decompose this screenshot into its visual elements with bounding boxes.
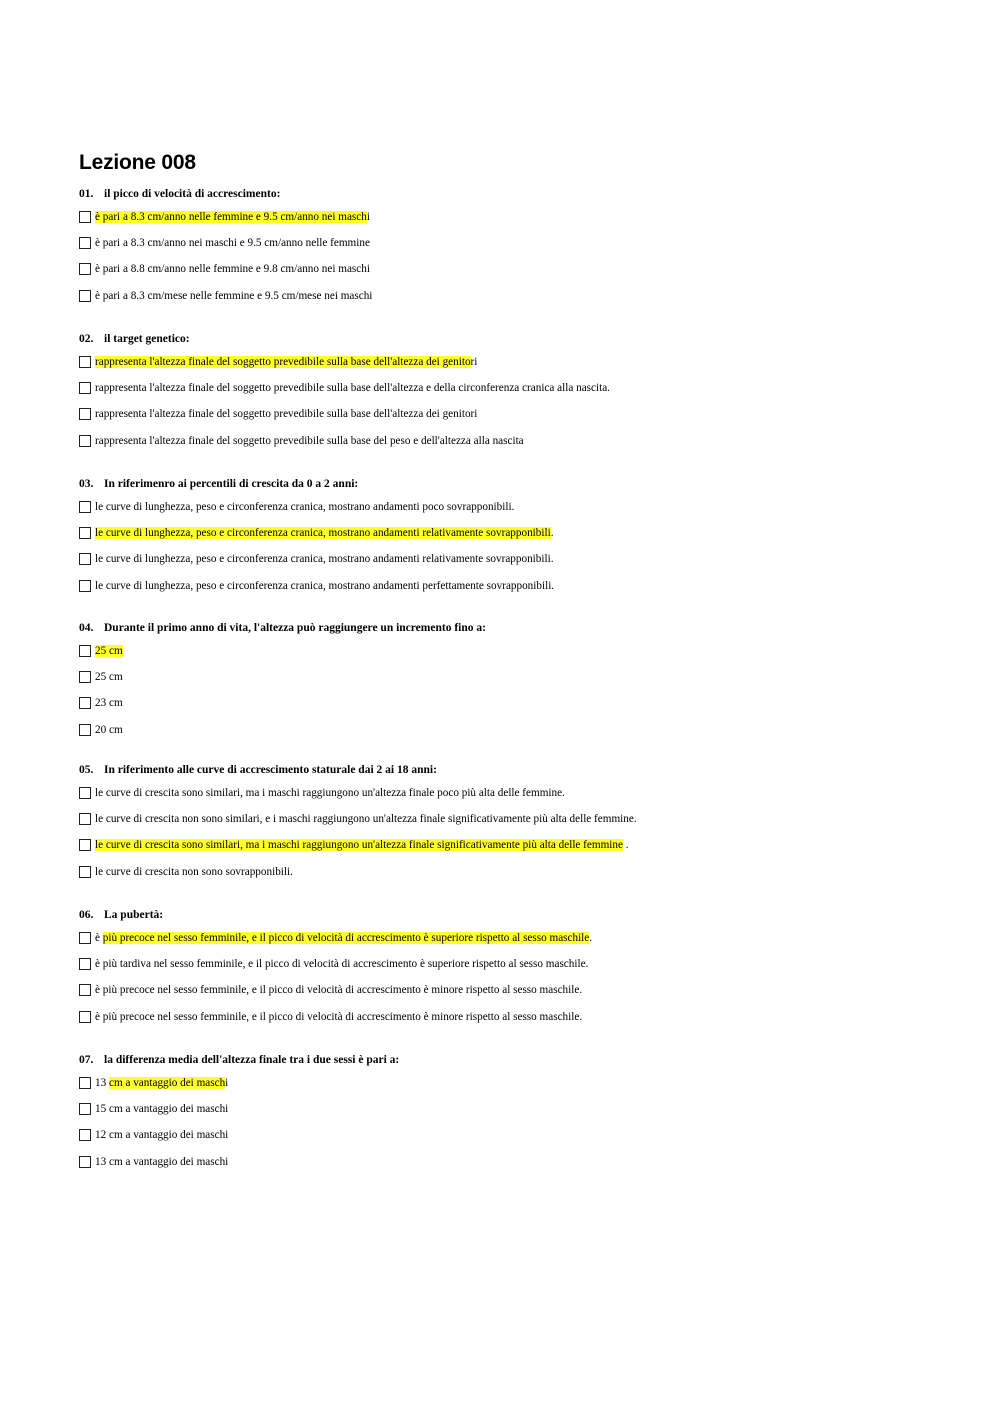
answer-text: . [550, 527, 554, 539]
answer-option [79, 1127, 228, 1143]
answer-checkbox[interactable] [79, 724, 91, 736]
answer-label [95, 671, 123, 683]
answer-label [95, 724, 123, 736]
answer-text: è [95, 932, 103, 944]
question-text: In riferimento alle curve di accrescimento staturale dai 2 ai 18 anni: [104, 764, 437, 776]
answer-label [95, 1129, 228, 1141]
answer-text: . [622, 839, 629, 851]
question-4 [79, 622, 486, 634]
highlighted-text: le curve di lunghezza, peso e circonferenza cranica, mostrano andamenti relativamente sovrapponibili [95, 527, 551, 539]
answer-text: 20 cm [95, 724, 123, 736]
answer-label [95, 501, 514, 513]
answer-text: i [366, 211, 370, 223]
answer-label [95, 290, 372, 302]
answer-checkbox[interactable] [79, 356, 91, 368]
question-5 [79, 764, 437, 776]
answer-checkbox[interactable] [79, 958, 91, 970]
answer-text: 13 cm a vantaggio dei maschi [95, 1156, 229, 1168]
answer-option [79, 235, 370, 251]
question-text: Durante il primo anno di vita, l'altezza può raggiungere un incremento fino a: [104, 622, 486, 634]
answer-option [79, 643, 123, 659]
highlighted-text: rappresenta l'altezza finale del soggetto prevedibile sulla base dell'altezza dei genito [95, 356, 471, 368]
answer-label [95, 553, 554, 565]
answer-checkbox[interactable] [79, 382, 91, 394]
answer-option [79, 380, 610, 396]
answer-checkbox[interactable] [79, 984, 91, 996]
question-6 [79, 909, 163, 921]
answer-option [79, 722, 123, 738]
answer-text: è pari a 8.3 cm/anno nei maschi e 9.5 cm/anno nelle femmine [95, 237, 370, 249]
answer-label [95, 839, 629, 851]
highlighted-text: le curve di crescita sono similari, ma i maschi raggiungono un'altezza finale significativamente più alta delle femmine [95, 839, 623, 851]
answer-checkbox[interactable] [79, 1156, 91, 1168]
answer-checkbox[interactable] [79, 813, 91, 825]
answer-checkbox[interactable] [79, 408, 91, 420]
answer-checkbox[interactable] [79, 263, 91, 275]
answer-text: 25 cm [95, 671, 123, 683]
answer-text: 15 cm a vantaggio dei maschi [95, 1103, 229, 1115]
answer-label [95, 1156, 228, 1168]
answer-checkbox[interactable] [79, 553, 91, 565]
answer-text: le curve di lunghezza, peso e circonferenza cranica, mostrano andamenti poco sovrapponibili. [95, 501, 515, 513]
answer-text: le curve di lunghezza, peso e circonferenza cranica, mostrano andamenti relativamente sovrapponibili. [95, 553, 554, 565]
question-number: 02. [79, 333, 94, 345]
answer-option [79, 811, 637, 827]
highlighted-text: cm a vantaggio dei masch [108, 1077, 226, 1089]
answer-label [95, 1103, 228, 1115]
answer-option [79, 354, 477, 370]
question-number: 04. [79, 622, 94, 634]
answer-text: è più tardiva nel sesso femminile, e il picco di velocità di accrescimento è superiore rispetto al sesso maschile. [95, 958, 589, 970]
answer-checkbox[interactable] [79, 1011, 91, 1023]
answer-text: rappresenta l'altezza finale del soggetto prevedibile sulla base dell'altezza dei genitori [95, 408, 478, 420]
answer-option [79, 1101, 228, 1117]
answer-label [95, 408, 477, 420]
answer-option [79, 261, 370, 277]
question-text: la differenza media dell'altezza finale tra i due sessi è pari a: [104, 1054, 400, 1066]
question-3 [79, 478, 358, 490]
answer-option [79, 209, 370, 225]
answer-label [95, 1011, 582, 1023]
answer-checkbox[interactable] [79, 645, 91, 657]
answer-option [79, 1075, 228, 1091]
answer-option [79, 956, 588, 972]
answer-checkbox[interactable] [79, 290, 91, 302]
answer-label [95, 813, 637, 825]
answer-checkbox[interactable] [79, 580, 91, 592]
answer-checkbox[interactable] [79, 671, 91, 683]
answer-text: le curve di crescita non sono sovrapponibili. [95, 866, 293, 878]
answer-text: 12 cm a vantaggio dei maschi [95, 1129, 229, 1141]
answer-option [79, 785, 565, 801]
question-number: 01. [79, 188, 94, 200]
answer-label [95, 356, 477, 368]
answer-text: 13 [95, 1077, 109, 1089]
answer-option [79, 669, 123, 685]
answer-option [79, 1154, 228, 1170]
answer-label [95, 435, 524, 447]
answer-option [79, 499, 514, 515]
answer-checkbox[interactable] [79, 1103, 91, 1115]
answer-text: rappresenta l'altezza finale del soggetto prevedibile sulla base dell'altezza e della circonferenza cranica alla nascita. [95, 382, 610, 394]
answer-label [95, 697, 123, 709]
answer-checkbox[interactable] [79, 237, 91, 249]
answer-label [95, 382, 610, 394]
answer-label [95, 984, 582, 996]
answer-label [95, 527, 554, 539]
answer-option [79, 288, 372, 304]
answer-option [79, 551, 554, 567]
answer-option [79, 525, 554, 541]
answer-option [79, 864, 293, 880]
answer-checkbox[interactable] [79, 866, 91, 878]
answer-text: è pari a 8.8 cm/anno nelle femmine e 9.8 cm/anno nei maschi [95, 263, 370, 275]
answer-checkbox[interactable] [79, 435, 91, 447]
question-number: 07. [79, 1054, 94, 1066]
answer-label [95, 263, 370, 275]
answer-option [79, 930, 592, 946]
highlighted-text: più precoce nel sesso femminile, e il picco di velocità di accrescimento è superiore rispetto al sesso maschile [102, 932, 590, 944]
answer-checkbox[interactable] [79, 527, 91, 539]
question-7 [79, 1054, 399, 1066]
answer-text: è pari a 8.3 cm/mese nelle femmine e 9.5 cm/mese nei maschi [95, 290, 373, 302]
answer-label [95, 866, 293, 878]
question-number: 06. [79, 909, 94, 921]
question-2 [79, 333, 190, 345]
question-text: il target genetico: [104, 333, 190, 345]
answer-option [79, 1009, 582, 1025]
answer-text: . [589, 932, 593, 944]
answer-checkbox[interactable] [79, 1129, 91, 1141]
answer-option [79, 982, 582, 998]
answer-text: i [225, 1077, 229, 1089]
answer-text: 23 cm [95, 697, 123, 709]
answer-option [79, 695, 123, 711]
highlighted-text: è pari a 8.3 cm/anno nelle femmine e 9.5 cm/anno nei masch [95, 211, 367, 223]
question-number: 05. [79, 764, 94, 776]
answer-checkbox[interactable] [79, 501, 91, 513]
lesson-title: Lezione 008 [79, 151, 196, 174]
answer-label [95, 1077, 228, 1089]
answer-checkbox[interactable] [79, 932, 91, 944]
question-text: La pubertà: [104, 909, 164, 921]
question-1 [79, 188, 280, 200]
answer-checkbox[interactable] [79, 839, 91, 851]
answer-text: le curve di lunghezza, peso e circonferenza cranica, mostrano andamenti perfettamente sovrapponibili. [95, 580, 555, 592]
answer-text: rappresenta l'altezza finale del soggetto prevedibile sulla base del peso e dell'altezza alla nascita [95, 435, 524, 447]
answer-text: le curve di crescita sono similari, ma i maschi raggiungono un'altezza finale poco più alta delle femmine. [95, 787, 565, 799]
question-text: In riferimenro ai percentili di crescita da 0 a 2 anni: [104, 478, 359, 490]
answer-label [95, 211, 370, 223]
answer-label [95, 932, 592, 944]
answer-label [95, 958, 588, 970]
answer-checkbox[interactable] [79, 211, 91, 223]
answer-checkbox[interactable] [79, 1077, 91, 1089]
answer-option [79, 406, 477, 422]
answer-option [79, 578, 554, 594]
answer-label [95, 237, 370, 249]
answer-text: è più precoce nel sesso femminile, e il picco di velocità di accrescimento è minore rispetto al sesso maschile. [95, 1011, 583, 1023]
question-number: 03. [79, 478, 94, 490]
answer-text: è più precoce nel sesso femminile, e il picco di velocità di accrescimento è minore rispetto al sesso maschile. [95, 984, 583, 996]
answer-label [95, 580, 554, 592]
answer-checkbox[interactable] [79, 787, 91, 799]
answer-checkbox[interactable] [79, 697, 91, 709]
answer-text: le curve di crescita non sono similari, e i maschi raggiungono un'altezza finale significativamente più alta delle femmine. [95, 813, 637, 825]
answer-label [95, 645, 123, 657]
answer-label [95, 787, 565, 799]
highlighted-text: 25 cm [95, 645, 123, 657]
answer-option [79, 433, 524, 449]
answer-option [79, 837, 629, 853]
question-text: il picco di velocità di accrescimento: [104, 188, 281, 200]
answer-text: ri [470, 356, 478, 368]
